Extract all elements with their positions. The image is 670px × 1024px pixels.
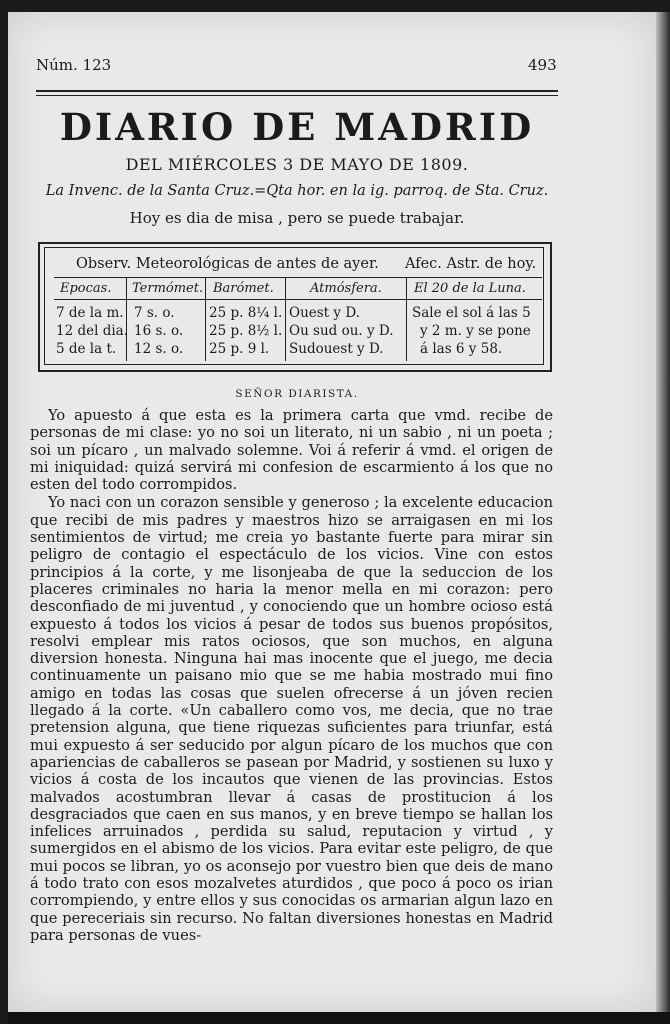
col-divider-1 [126,277,127,361]
atmosfera-cell: Ouest y D. [289,305,360,321]
termometro-cell: 7 s. o. [134,305,175,321]
termometro-cell: 12 s. o. [134,341,184,357]
header-termometro: Termómet. [132,281,204,296]
letter-body [30,407,553,944]
header-epocas: Epocas. [60,281,112,296]
header-barometro: Barómet. [213,281,274,296]
barometro-cell: 25 p. 8¼ l. [209,305,283,321]
header-atmosfera: Atmósfera. [310,281,382,296]
issue-number: Núm. 123 [36,56,112,74]
weather-rule-lower [54,299,542,300]
section-heading: SEÑOR DIARISTA. [235,388,359,400]
atmosfera-cell: Ou sud ou. y D. [289,323,394,339]
body-paragraph: Yo apuesto á que esta es la primera carta que vmd. recibe de personas de mi clase: yo no soi un literato, ni un sabio , ni un poeta ; soi un pícaro , un malvado solemne. Voi á referir á vmd. el origen de mi iniquidad: quizá servirá mi confesion de escarmiento á los que no esten del todo corrompidos. [30,407,553,494]
page-edge-shadow [656,12,670,1012]
weather-rule-upper [54,277,542,278]
col-divider-3 [285,277,286,361]
astro-line: y 2 m. y se pone [420,323,531,339]
barometro-cell: 25 p. 9 l. [209,341,270,357]
barometro-cell: 25 p. 8½ l. [209,323,283,339]
dateline: DEL MIÉRCOLES 3 DE MAYO DE 1809. [125,155,469,174]
scan-border [8,1012,670,1024]
body-paragraph: Yo naci con un corazon sensible y generoso ; la excelente educacion que recibi de mis padres y maestros hizo se arraigasen en mi los sentimientos de virtud; me creia yo bastante fuerte para mirar sin peligro de contagio el espectáculo de los vicios. Vine con estos principios á la corte, y me lisonjeaba de que la seduccion de los placeres criminales no haria la menor mella en mi corazon: pero desconfiado de mi juventud , y conociendo que un hombre ocioso está expuesto á todos los vicios á pesar de todos sus buenos propósitos, resolvi emplear mis ratos ociosos, que son muchos, en alguna diversion honesta. Ninguna hai mas inocente que el juego, me decia continuamente un paisano mio que se me habia mostrado mui fino amigo en todas las cosas que suelen ofrecerse á un jóven recien llegado á la corte. «Un caballero como vos, me decia, que no trae pretension alguna, que tiene riquezas suficientes para triunfar, está mui expuesto á ser seducido por algun pícaro de los muchos que con apariencias de caballeros se pasean por Madrid, y sostienen su luxo y vicios á costa de los incautos que vienen de las provincias. Estos malvados acostumbran llevar á casas de prostitucion á los desgraciados que caen en sus manos, y en breve tiempo se hallan los infelices arruinados , perdida su salud, reputacion y virtud , y sumergidos en el abismo de los vicios. Para evitar este peligro, de que mui pocos se libran, yo os aconsejo por vuestro bien que deis de mano á todo trato con esos mozalvetes aturdidos , que poco á poco os irian corrompiendo, y entre ellos y sus conocidas os armarian algun lazo en que pereceriais sin recurso. No faltan diversiones honestas en Madrid para personas de vues- [30,494,553,944]
astro-title: Afec. Astr. de hoy. [405,256,537,272]
epoca-cell: 5 de la t. [56,341,117,357]
mass-notice: Hoy es dia de misa , pero se puede trabajar. [129,209,465,227]
termometro-cell: 16 s. o. [134,323,184,339]
weather-title: Observ. Meteorológicas de antes de ayer. [76,256,379,272]
page-number: 493 [528,56,557,74]
col-divider-4 [406,277,407,361]
header-luna: El 20 de la Luna. [414,281,526,296]
astro-line: á las 6 y 58. [420,341,503,357]
masthead-title: DIARIO DE MADRID [59,105,535,149]
feast-line: La Invenc. de la Santa Cruz.=Qta hor. en la ig. parroq. de Sta. Cruz. [45,183,549,199]
epoca-cell: 7 de la m. [56,305,124,321]
epoca-cell: 12 del dia. [56,323,129,339]
header-rule-top [36,90,558,92]
col-divider-2 [205,277,206,361]
header-rule-bottom [36,95,558,96]
astro-line: Sale el sol á las 5 [412,305,531,321]
atmosfera-cell: Sudouest y D. [289,341,384,357]
